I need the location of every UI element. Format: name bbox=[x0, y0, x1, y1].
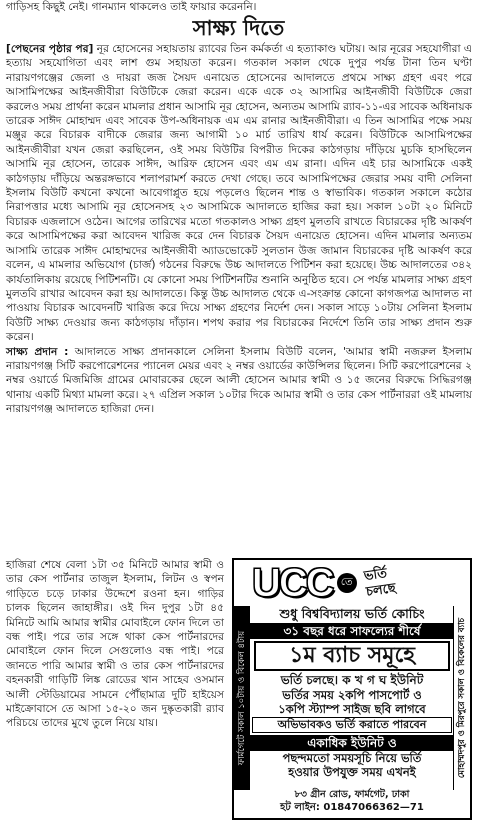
article-headline: সাক্ষ্য দিতে bbox=[192, 15, 285, 40]
paragraph-text: নূর হোসেনের সহায়তায় র‌্যাবের তিন কর্মকর্তা এ হত্যাকাণ্ড ঘটায়। আর নূরের সহযোগীরা এ হত্যায় সহযোগিতা এবং লাশ গুম সহায়তা করেন। গতকাল সকাল থেকে দুপুর পর্যন্ত টানা তিন ঘণ্টা নারায়ণগঞ্জের জেলা ও দায়রা জজ সৈয়দ এনায়েত হোসেনের আদালতে প্রথমে সাক্ষ্য গ্রহণ এবং পরে আসামিপক্ষের আইনজীবীরা বিউটিকে জেরা করেন। একে একে ৩২ আসামির আইনজীবী বিউটিকে জেরা করলেও সময় প্রার্থনা করেন মামলার প্রধান আসামি নূর হোসেন, অন্যতম আসামি র‌্যাব-১১-এর সাবেক অধিনায়ক তারেক সাঈদ মোহাম্মদ এবং সাবেক উপ-অধিনায়ক এম এম রানার আইনজীবীরা। এ তিন আসামির পক্ষে সময় মঞ্জুর করে বিচারক বাদীকে জেরার জন্য আগামী ১০ মার্চ তারিখ ধার্য করেন। বিউটিকে আসামিপক্ষের আইনজীবীরা যখন জেরা করছিলেন, ওই সময় বিউটির বিপরীত দিকের কাঠগড়ায় দাঁড়িয়ে মুচকি হাসছিলেন আসামি নূর হোসেন, তারেক সাঈদ, আরিফ হোসেন এবং এম এম রানা। এদিন এই চার আসামিকে একই কাঠগড়ায় দাঁড়িয়ে অন্তরঙ্গভাবে শলাপরামর্শ করতে দেখা গেছে। তবে আসামিপক্ষের জেরার সময় বাদী সেলিনা ইসলাম বিউটি কখনো কখনো আবেগাপ্লুত হয়ে পড়লেও ছিলেন শান্ত ও স্বাভাবিক। গতকাল সকালে কঠোর নিরাপত্তার মধ্যে আসামি নূর হোসেনসহ ২৩ আসামিকে আদালতে হাজির করা হয়। সকাল ১০টা ২০ মিনিটে বিচারক এজলাসে ওঠেন। আগের তারিখের মতো গতকালও সাক্ষ্য গ্রহণ মুলতবি রাখতে বিচারকের দৃষ্টি আকর্ষণ করে আসামিপক্ষের করা আবেদন খারিজ করে দেন বিচারক সৈয়দ এনায়েত হোসেন। এদিন মামলার অন্যতম আসামি তারেক সাঈদ মোহাম্মদের আইনজীবী অ্যাডভোকেট সুলতান উজ জামান বিচারকের দৃষ্টি আকর্ষণ করে বলেন, এ মামলার অভিযোগ (চার্জ) গঠনের বিরুদ্ধে উচ্চ আদালতে পিটিশন করা হয়েছে। উচ্চ আদালতের ৩৪২ কার্যতালিকায় রয়েছে পিটিশনটি। যে কোনো সময় পিটিশনটির শুনানি অনুষ্ঠিত হবে। সে পর্যন্ত মামলার সাক্ষ্য গ্রহণ মুলতবি রাখার আবেদন করা হয় আদালতে। কিন্তু উচ্চ আদালত থেকে এ-সংক্রান্ত কোনো কাগজপত্র আদালত না পাওয়ায় বিচারক আবেদনটি খারিজ করে দিয়ে সাক্ষ্য গ্রহণের নির্দেশ দেন। সকাল সাড়ে ১০টায় সেলিনা ইসলাম বিউটি সাক্ষ্য দেওয়ার জন্য কাঠগড়ায় দাঁড়ান। শপথ করার পর বিচারকের নির্দেশে তিনি তার সাক্ষ্য প্রদান শুরু করেন। bbox=[6, 43, 473, 344]
previous-article-tail: গাড়িসহ কিছুই নেই। গানম্যান থাকলেও তাই ফায়ার করেননি। bbox=[6, 1, 257, 13]
ad-line-first-batch: ১ম ব্যাচ সমূহে bbox=[254, 641, 450, 671]
right-vertical-text: মোহাম্মদপুর ও মিরপুরে সকাল ও বিকেলের ব্যাচ bbox=[457, 617, 467, 779]
article-column bbox=[6, 558, 224, 731]
ad-line-photo: ১কপি স্ট্যাম্প সাইজ ছবি লাগবে bbox=[278, 702, 426, 716]
ad-right-strip bbox=[453, 606, 470, 790]
ad-line-units: ভর্তি চলছে। ক খ গ ঘ ইউনিট bbox=[280, 673, 424, 687]
ad-main-content bbox=[250, 606, 454, 790]
ucc-logo: UCC bbox=[252, 560, 333, 605]
ad-left-strip bbox=[234, 606, 250, 790]
testimony-text: আদালতে সাক্ষ্য প্রদানকালে সেলিনা ইসলাম বিউটি বলেন, 'আমার স্বামী নজরুল ইসলাম নারায়ণগঞ্জ সিটি করপোরেশনের প্যানেল মেয়র এবং ২ নম্বর ওয়ার্ডের কাউন্সিলর ছিলেন। সিটি করপোরেশনের ২ নম্বর ওয়ার্ডে মিজমিজি গ্রামের মোবারকের ছেলে আলী হোসেন আমার স্বামী ও ১৫ জনের বিরুদ্ধে সিদ্ধিরগঞ্জ থানায় একটি মিথ্যা মামলা করে। ২৭ এপ্রিল সকাল ১০টার দিকে আমার স্বামী ও তার কেস পার্টনাররা ওই মামলায় নারায়ণগঞ্জ আদালতে হাজিরা দেন। bbox=[6, 345, 472, 416]
ad-line-multi-unit: একাধিক ইউনিট ও bbox=[250, 735, 454, 751]
ad-address: ৮৩ গ্রীন রোড, ফার্মগেট, ঢাকা bbox=[294, 789, 410, 800]
left-vertical-text: ফার্মগেটে সকাল ১০টায় ও বিকেল ৪টায় bbox=[237, 630, 247, 766]
testimony-paragraph bbox=[6, 345, 472, 417]
ad-line-schedule: পছন্দমতো সময়সূচি নিয়ে ভর্তি bbox=[282, 751, 422, 765]
testimony-label: সাক্ষ্য প্রদান : bbox=[6, 345, 69, 358]
admission-ongoing-label bbox=[363, 565, 397, 601]
ad-footer bbox=[234, 788, 470, 818]
article-body bbox=[6, 42, 472, 417]
ad-line-now: হওয়ার উপযুক্ত সময় এখনই bbox=[288, 765, 416, 779]
ad-te-badge: তে bbox=[337, 573, 357, 593]
ad-hotline: হট লাইন: 01847066362—71 bbox=[280, 802, 424, 813]
ad-header bbox=[252, 560, 454, 606]
article-paragraph bbox=[6, 42, 472, 345]
column-paragraph: হাজিরা শেষে বেলা ১টা ৩৫ মিনিটে আমার স্বামী ও তার কেস পার্টনার তাজুল ইসলাম, লিটন ও স্বপন গাড়িতে চড়ে ঢাকার উদ্দেশে রওনা হন। গাড়ির চালক ছিলেন জাহাঙ্গীর। ওই দিন দুপুর ১টা ৪৫ মিনিটে আমি আমার স্বামীর মোবাইলে ফোন দিলে তা বন্ধ পাই। পরে তার সঙ্গে থাকা কেস পার্টনারদের মোবাইলে ফোন দিলে সেগুলোও বন্ধ পাই। পরে জানতে পারি আমার স্বামী ও তার কেস পার্টনারদের বহনকারী গাড়িটি লিঙ্ক রোডের খান সাহেব ওসমান আলী স্টেডিয়ামের সামনে পৌঁছামাত্র দুটি হাইয়েস মাইক্রোবাসে তে আসা ১৫-২০ জন দুষ্কৃতকারী র‌্যাব পরিচয়ে তাদের মুখে তুলে নিয়ে যায়। bbox=[6, 559, 224, 730]
ad-line-years: ৩১ বছর ধরে সাফল্যের শীর্ষে bbox=[250, 623, 454, 639]
admission-text: ভর্তি bbox=[362, 566, 388, 585]
ad-line-guardian: অভিভাবকও ভর্তি করাতে পারবেন bbox=[252, 717, 452, 733]
ad-line-coaching: শুধু বিশ্ববিদ্যালয় ভর্তি কোচিং bbox=[279, 606, 425, 621]
continued-label: [পেছনের পৃষ্ঠার পর] bbox=[6, 43, 94, 55]
ad-line-passport: ভর্তির সময় ২কপি পাসপোর্ট ও bbox=[282, 688, 422, 702]
ucc-advertisement bbox=[232, 558, 472, 820]
ongoing-text: চলছে bbox=[364, 580, 397, 600]
